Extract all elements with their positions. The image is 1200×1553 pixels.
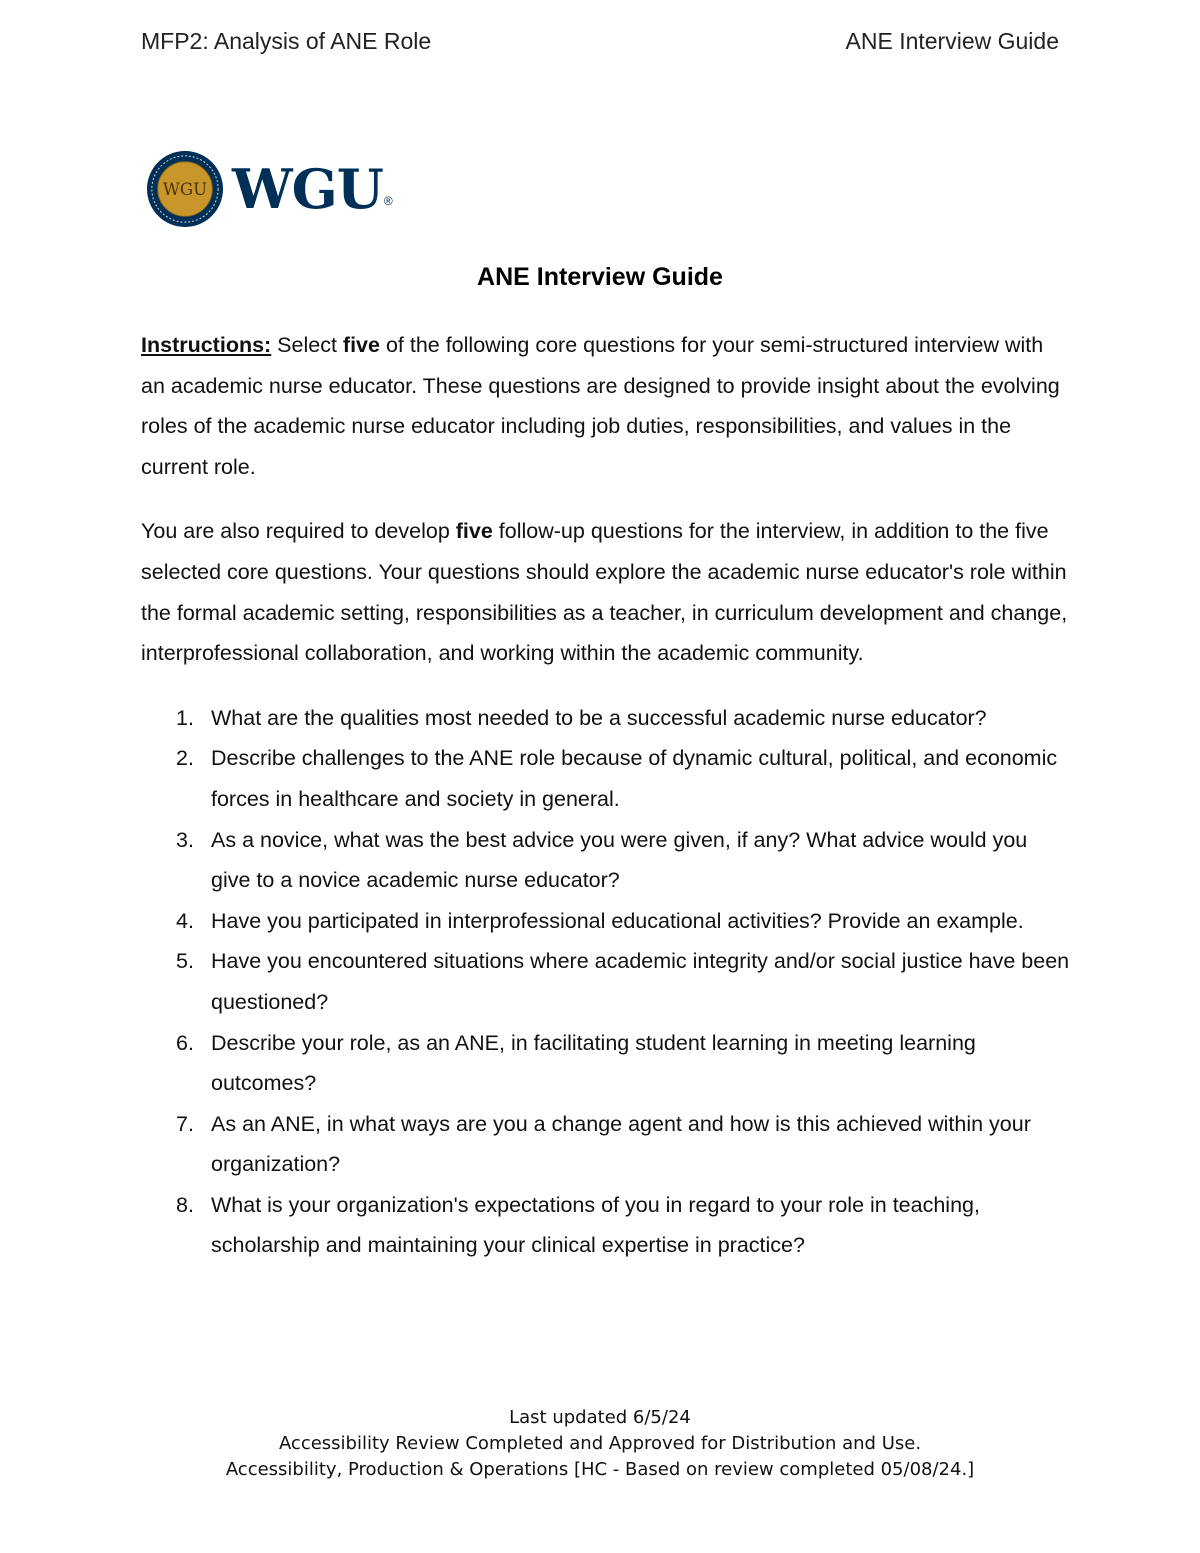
followup-text-b: follow-up questions for the interview, in addition to the five selected core questions. Your questions should explore the academic nurse educator's role within the formal academic setting, responsibilities as a teacher, in curriculum development and change, interprofessional collaboration, and working within the academic community. bbox=[141, 519, 1068, 666]
followup-text-a: You are also required to develop bbox=[141, 519, 456, 544]
instructions-emphasis: five bbox=[342, 333, 380, 357]
wgu-wordmark: WGU bbox=[232, 157, 383, 221]
question-item bbox=[141, 820, 1071, 901]
seal-text: WGU bbox=[162, 179, 208, 199]
followup-emphasis: five bbox=[455, 519, 493, 544]
question-item bbox=[141, 1104, 1071, 1185]
registered-mark: ® bbox=[383, 194, 393, 208]
header-doc-title: ANE Interview Guide bbox=[845, 28, 1059, 54]
question-number: 7. bbox=[176, 1111, 194, 1136]
question-item bbox=[141, 901, 1071, 942]
question-text: Describe challenges to the ANE role because of dynamic cultural, political, and economic forces in healthcare and society in general. bbox=[211, 746, 1058, 811]
instructions-paragraph bbox=[141, 325, 1071, 487]
question-item bbox=[141, 738, 1071, 819]
question-number: 6. bbox=[176, 1030, 194, 1055]
instructions-text-b: of the following core questions for your semi-structured interview with an academic nurse educator. These questions are designed to provide insight about the evolving roles of the academic nurse educator including job duties, responsibilities, and values in the current role. bbox=[141, 333, 1060, 479]
document-title: ANE Interview Guide bbox=[477, 263, 723, 291]
question-item bbox=[141, 1185, 1071, 1266]
footer-review-note: Accessibility Review Completed and Approved for Distribution and Use. bbox=[278, 1433, 922, 1454]
wgu-seal-icon bbox=[146, 150, 224, 228]
question-text: As an ANE, in what ways are you a change agent and how is this achieved within your organization? bbox=[211, 1111, 1031, 1177]
page-header bbox=[141, 26, 1059, 56]
instructions-text-a: Select bbox=[271, 333, 343, 357]
page-footer bbox=[0, 1405, 1200, 1483]
question-item bbox=[141, 698, 1071, 739]
wgu-logo bbox=[146, 150, 393, 228]
footer-operations-note: Accessibility, Production & Operations [HC - Based on review completed 05/08/24.] bbox=[225, 1459, 975, 1480]
question-number: 4. bbox=[176, 908, 194, 933]
question-text: What are the qualities most needed to be a successful academic nurse educator? bbox=[211, 705, 987, 730]
header-course-title: MFP2: Analysis of ANE Role bbox=[141, 28, 432, 54]
question-number: 5. bbox=[176, 949, 194, 974]
instructions-label: Instructions: bbox=[141, 333, 272, 357]
core-questions-list bbox=[141, 698, 1071, 1266]
followup-paragraph bbox=[141, 511, 1071, 673]
document-body bbox=[141, 325, 1071, 1266]
question-number: 3. bbox=[176, 827, 194, 852]
question-number: 1. bbox=[176, 705, 194, 730]
question-text: Have you encountered situations where academic integrity and/or social justice have been questioned? bbox=[211, 949, 1070, 1014]
question-text: Describe your role, as an ANE, in facilitating student learning in meeting learning outcomes? bbox=[211, 1030, 976, 1096]
question-number: 8. bbox=[176, 1192, 194, 1217]
question-number: 2. bbox=[176, 746, 194, 771]
question-text: What is your organization's expectations of you in regard to your role in teaching, scholarship and maintaining your clinical expertise in practice? bbox=[211, 1192, 980, 1258]
question-text: As a novice, what was the best advice you were given, if any? What advice would you give to a novice academic nurse educator? bbox=[211, 827, 1028, 893]
question-item bbox=[141, 1023, 1071, 1104]
question-item bbox=[141, 941, 1071, 1022]
question-text: Have you participated in interprofessional educational activities? Provide an example. bbox=[211, 908, 1024, 933]
footer-last-updated: Last updated 6/5/24 bbox=[509, 1407, 691, 1428]
